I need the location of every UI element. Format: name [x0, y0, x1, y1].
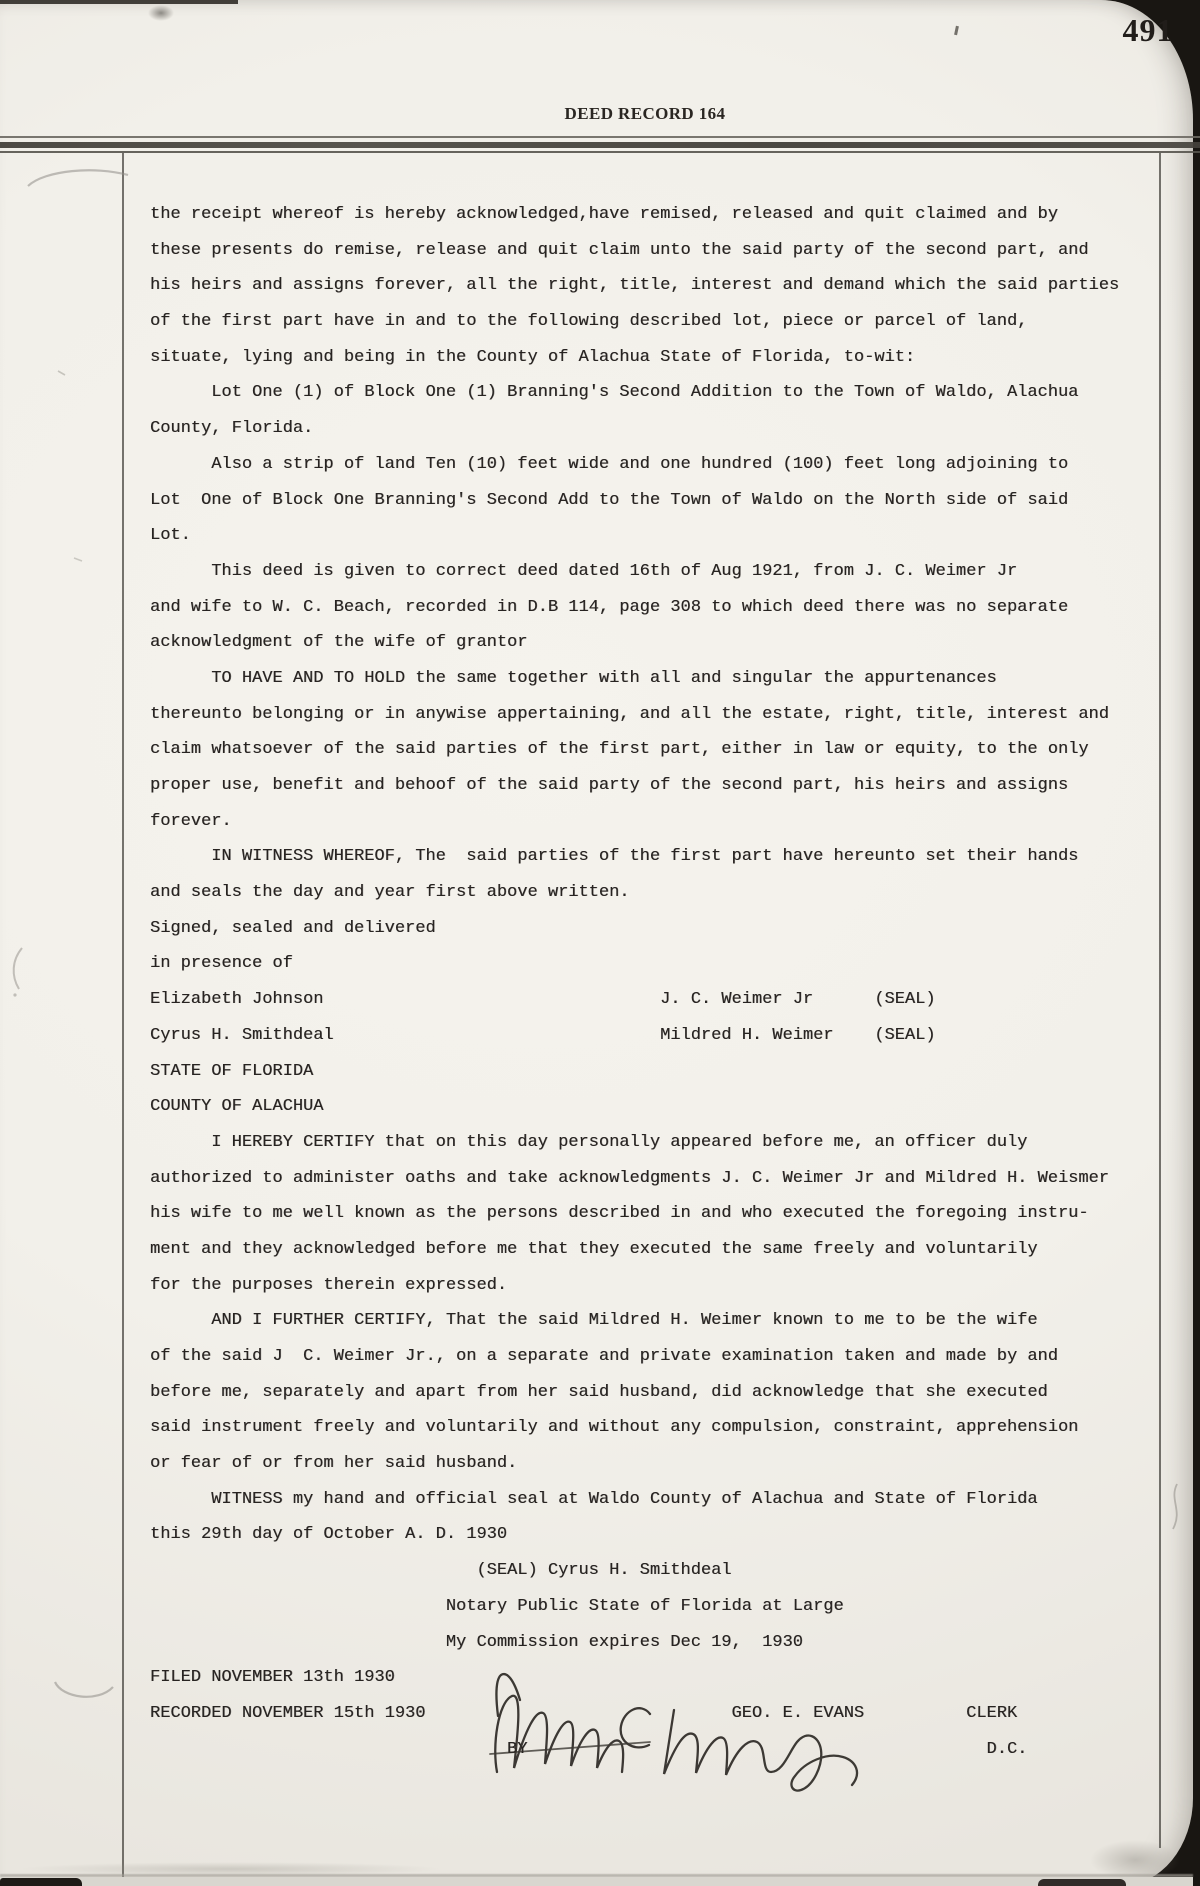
document-line: Signed, sealed and delivered — [150, 918, 436, 938]
document-line: Also a strip of land Ten (10) feet wide and one hundred (100) feet long adjoining to — [150, 454, 1069, 474]
horizontal-rule-thick — [0, 142, 1200, 148]
document-line: My Commission expires Dec 19, 1930 — [150, 1632, 803, 1652]
page-number: 491 — [1122, 12, 1174, 48]
document-line: his heirs and assigns forever, all the right, title, interest and demand which the said parties — [150, 276, 1120, 296]
bottom-left-ink-blob — [0, 1878, 82, 1886]
document-line: in presence of — [150, 954, 293, 974]
document-line: forever. — [150, 811, 232, 831]
page-top-edge-mark — [0, 0, 238, 4]
left-margin-rule — [122, 153, 124, 1878]
document-line: authorized to administer oaths and take acknowledgments J. C. Weimer Jr and Mildred H. Weismer — [150, 1168, 1109, 1188]
document-line: Lot One of Block One Branning's Second Add to the Town of Waldo on the North side of said — [150, 490, 1069, 510]
scan-artifact-spot — [148, 5, 174, 21]
document-line: of the said J C. Weimer Jr., on a separate and private examination taken and made by and — [150, 1347, 1058, 1366]
document-line: said instrument freely and voluntarily and without any compulsion, constraint, apprehension — [150, 1418, 1079, 1438]
document-line: situate, lying and being in the County of Alachua State of Florida, to-wit: — [150, 347, 916, 367]
document-line: ment and they acknowledged before me that they executed the same freely and voluntarily — [150, 1239, 1038, 1259]
document-line: before me, separately and apart from her said husband, did acknowledge that she executed — [150, 1382, 1048, 1402]
document-line: Lot. — [150, 526, 191, 546]
document-line: FILED NOVEMBER 13th 1930 — [150, 1668, 395, 1688]
document-line: thereunto belonging or in anywise appertaining, and all the estate, right, title, interest and — [150, 704, 1109, 724]
document-line: County, Florida. — [150, 419, 314, 439]
document-line: Cyrus H. Smithdeal Mildred H. Weimer (SEAL) — [150, 1025, 936, 1045]
deed-text-block — [150, 197, 1170, 1767]
horizontal-rule-thin-top — [0, 136, 1200, 138]
document-line: AND I FURTHER CERTIFY, That the said Mildred H. Weimer known to me to be the wife — [150, 1311, 1038, 1331]
document-line: proper use, benefit and behoof of the said party of the second part, his heirs and assigns — [150, 776, 1069, 795]
document-line: for the purposes therein expressed. — [150, 1275, 508, 1295]
document-line: Notary Public State of Florida at Large — [150, 1596, 844, 1616]
document-line: of the first part have in and to the following described lot, piece or parcel of land, — [150, 312, 1028, 332]
document-line: TO HAVE AND TO HOLD the same together with all and singular the appurtenances — [150, 668, 997, 688]
document-line: Lot One (1) of Block One (1) Branning's Second Addition to the Town of Waldo, Alachua — [150, 383, 1079, 403]
bottom-mid-ink-blob — [1038, 1879, 1126, 1886]
document-line: WITNESS my hand and official seal at Waldo County of Alachua and State of Florida — [150, 1489, 1038, 1509]
document-line: acknowledgment of the wife of grantor — [150, 633, 528, 653]
document-line: (SEAL) Cyrus H. Smithdeal — [150, 1561, 732, 1581]
document-line: this 29th day of October A. D. 1930 — [150, 1525, 508, 1545]
document-line: I HEREBY CERTIFY that on this day personally appeared before me, an officer duly — [150, 1132, 1028, 1152]
document-line: STATE OF FLORIDA — [150, 1061, 314, 1081]
horizontal-rule-thin-bottom — [0, 151, 1200, 153]
document-line: This deed is given to correct deed dated 16th of Aug 1921, from J. C. Weimer Jr — [150, 561, 1018, 581]
document-line: claim whatsoever of the said parties of the first part, either in law or equity, to the only — [150, 740, 1089, 760]
document-line: the receipt whereof is hereby acknowledged,have remised, released and quit claimed and by — [150, 205, 1058, 224]
document-line: and wife to W. C. Beach, recorded in D.B 114, page 308 to which deed there was no separate — [150, 597, 1069, 617]
document-line: and seals the day and year first above written. — [150, 883, 630, 903]
page-bottom-strip — [0, 1877, 1193, 1886]
document-line: RECORDED NOVEMBER 15th 1930 GEO. E. EVANS CLERK — [150, 1703, 1018, 1723]
document-line: these presents do remise, release and quit claim unto the said party of the second part, and — [150, 240, 1089, 260]
document-line: COUNTY OF ALACHUA — [150, 1097, 324, 1117]
document-line: IN WITNESS WHEREOF, The said parties of the first part have hereunto set their hands — [150, 847, 1079, 867]
document-line: or fear of or from her said husband. — [150, 1454, 518, 1474]
header-title: DEED RECORD 164 — [564, 104, 726, 123]
document-line: Elizabeth Johnson J. C. Weimer Jr (SEAL) — [150, 990, 936, 1010]
document-line: BY D.C. — [150, 1739, 1028, 1759]
document-line: his wife to me well known as the persons described in and who executed the foregoing instru- — [150, 1204, 1089, 1224]
